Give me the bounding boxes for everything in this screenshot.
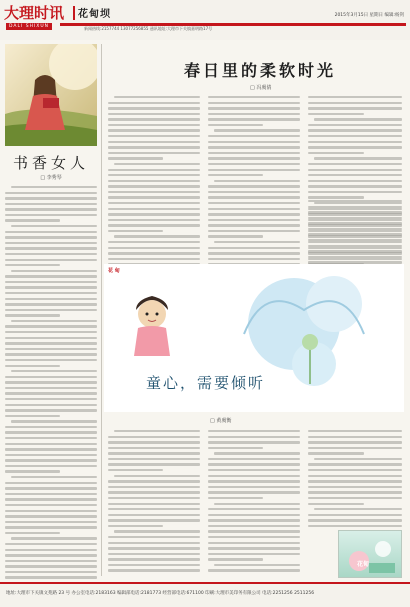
mid-article-body-col2: [208, 430, 300, 572]
left-article-body: [5, 186, 97, 607]
masthead: [0, 0, 410, 40]
page-footer: [0, 582, 410, 607]
thumbnail-label: 花甸: [357, 561, 370, 568]
top-article-body-col1: [108, 96, 200, 271]
mid-article-byline: □ 黄虞衡: [210, 418, 232, 424]
mid-article-body-col3: [308, 430, 402, 527]
section-divider: [73, 6, 75, 20]
left-article-title: 书香女人: [12, 154, 89, 172]
logo-text: 大理时讯: [4, 4, 65, 22]
thumbnail-illustration: [338, 530, 402, 578]
left-column: [5, 44, 97, 579]
section-name: 花甸坝: [78, 9, 111, 20]
mid-article-title: 童心，需要倾听: [146, 374, 266, 392]
top-article-title: 春日里的柔软时光: [183, 61, 336, 80]
issue-date: 2015年3月15日 星期日 编辑:杨剑: [334, 13, 404, 18]
logo-pinyin: DALI SHIXUN: [6, 23, 52, 30]
footer-contact-info: 地址:大理市下关镇文苑路 23 号 办公室电话:2183163 编辑部电话:2181773 经营部电话:671100 印刷:大理市美印务有限公司 电话:2251256 2511256: [6, 591, 315, 596]
masthead-info: 新闻热线:2157744 13077256855 通讯地址:大理市下关镇嘉明路17号: [84, 26, 213, 31]
left-article-byline: □ 李秀琴: [40, 175, 62, 181]
top-article-body-col2: [208, 96, 300, 271]
column-tag: 花 甸: [108, 268, 120, 274]
top-article-byline: □ 冯虞倩: [250, 85, 272, 91]
reading-woman-photo: [5, 44, 97, 146]
column-rule: [101, 44, 102, 576]
mid-article-body-col1: [108, 430, 200, 572]
